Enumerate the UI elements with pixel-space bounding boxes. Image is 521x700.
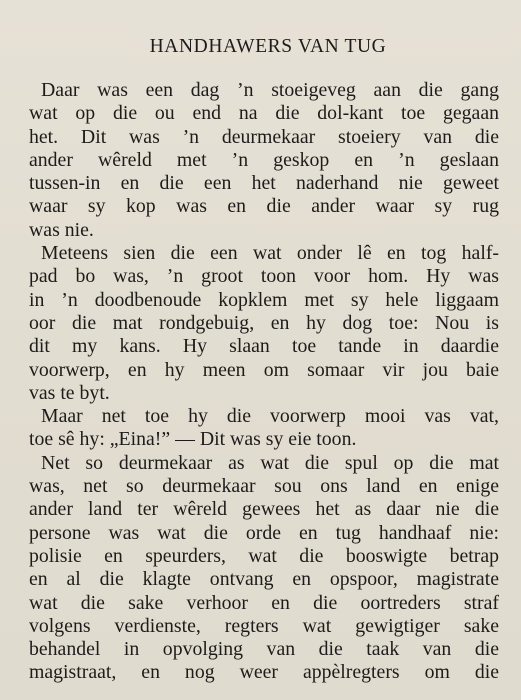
text-line: ander wêreld met ’n geskop en ’n geslaan bbox=[29, 148, 499, 171]
text-line: wat die sake verhoor en die oortreders straf bbox=[29, 591, 499, 614]
text-line: Meteens sien die een wat onder lê en tog half- bbox=[41, 242, 499, 265]
text-line: het. Dit was ’n deurmekaar stoeiery van die bbox=[29, 125, 499, 148]
text-line: waar sy kop was en die ander waar sy rug bbox=[29, 195, 499, 218]
text-line: persone was wat die orde en tug handhaaf nie: bbox=[29, 521, 499, 544]
text-line: volgens verdienste, regters wat gewigtiger sake bbox=[29, 614, 499, 637]
text-line: vas te byt. bbox=[29, 381, 110, 404]
text-line: in ’n doodbenoude kopklem met sy hele liggaam bbox=[29, 288, 499, 311]
text-line: ander land ter wêreld gewees het as daar nie die bbox=[29, 498, 499, 521]
text-line: magistraat, en nog weer appèlregters om die bbox=[29, 661, 499, 684]
paragraph-3 bbox=[29, 405, 499, 452]
text-line: voorwerp, en hy meen om somaar vir jou baie bbox=[29, 358, 499, 381]
text-line: Net so deurmekaar as wat die spul op die mat bbox=[41, 451, 499, 474]
text-line: tussen-in en die een het naderhand nie geweet bbox=[29, 172, 499, 195]
paragraph-4 bbox=[29, 452, 499, 685]
text-line: polisie en speurders, wat die booswigte betrap bbox=[29, 544, 499, 567]
paragraph-2 bbox=[29, 242, 499, 405]
text-line: behandel in opvolging van die taak van die bbox=[29, 638, 499, 661]
text-line: pad bo was, ’n groot toon voor hom. Hy was bbox=[29, 265, 499, 288]
text-line: was, net so deurmekaar sou ons land en enige bbox=[29, 475, 499, 498]
text-line: toe sê hy: „Eina!” — Dit was sy eie toon. bbox=[29, 428, 357, 451]
paragraph-1 bbox=[29, 79, 499, 242]
text-line: Daar was een dag ’n stoeigeveg aan die gang bbox=[41, 79, 499, 101]
text-line: oor die mat rondgebuig, en hy dog toe: Nou is bbox=[29, 311, 499, 334]
text-line: wat op die ou end na die dol-kant toe gegaan bbox=[29, 102, 499, 125]
text-line: Maar net toe hy die voorwerp mooi vas vat, bbox=[41, 405, 499, 428]
page-title: HANDHAWERS VAN TUG bbox=[149, 36, 387, 57]
text-line: dit my kans. Hy slaan toe tande in daardie bbox=[29, 335, 499, 358]
text-line: was nie. bbox=[29, 218, 94, 241]
text-line: en al die klagte ontvang en opspoor, magistrate bbox=[29, 568, 499, 591]
